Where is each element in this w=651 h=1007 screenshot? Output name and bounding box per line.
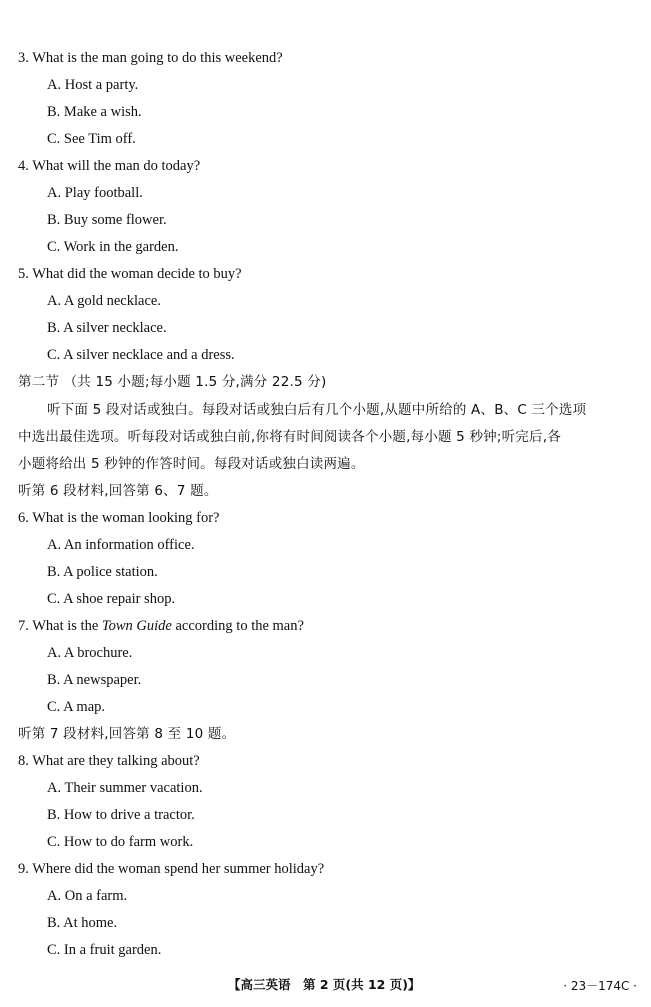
q5-option-c: C. A silver necklace and a dress. xyxy=(47,347,235,363)
q6-option-b: B. A police station. xyxy=(47,564,158,580)
q7-town-guide: Town Guide xyxy=(101,618,172,634)
question-8: 8. What are they talking about? xyxy=(18,753,200,769)
question-6: 6. What is the woman looking for? xyxy=(18,510,220,526)
q8-option-a: A. Their summer vacation. xyxy=(47,780,203,796)
q7-option-c: C. A map. xyxy=(47,699,106,715)
question-5: 5. What did the woman decide to buy? xyxy=(18,266,242,282)
instructions-line-2: 中选出最佳选项。听每段对话或独白前,你将有时间阅读各个小题,每小题 5 秒钟;听完后,各 xyxy=(18,429,561,445)
q4-option-a: A. Play football. xyxy=(47,185,143,201)
q3-option-b: B. Make a wish. xyxy=(47,104,142,120)
q3-option-a: A. Host a party. xyxy=(47,77,139,93)
material-7-instruction: 听第 7 段材料,回答第 8 至 10 题。 xyxy=(18,726,236,742)
q9-option-c: C. In a fruit garden. xyxy=(47,942,162,958)
question-3: 3. What is the man going to do this weekend? xyxy=(18,50,283,66)
q7-option-a: A. A brochure. xyxy=(47,645,133,661)
q9-option-a: A. On a farm. xyxy=(47,888,128,904)
q6-option-c: C. A shoe repair shop. xyxy=(47,591,176,607)
q5-option-a: A. A gold necklace. xyxy=(47,293,161,309)
q5-option-b: B. A silver necklace. xyxy=(47,320,167,336)
page-footer: 【高三英语 第 2 页(共 12 页)】 xyxy=(228,977,421,992)
paper-code: · 23－174C · xyxy=(563,979,637,993)
instructions-line-3: 小题将给出 5 秒钟的作答时间。每段对话或独白读两遍。 xyxy=(18,456,365,472)
instructions-line-1: 听下面 5 段对话或独白。每段对话或独白后有几个小题,从题中所给的 A、B、C 三个选项 xyxy=(47,402,587,418)
q7-text-prefix: 7. What is the xyxy=(18,618,102,634)
material-6-instruction: 听第 6 段材料,回答第 6、7 题。 xyxy=(18,483,218,499)
q4-option-c: C. Work in the garden. xyxy=(47,239,179,255)
q7-option-b: B. A newspaper. xyxy=(47,672,142,688)
section-heading: 第二节 （共 15 小题;每小题 1.5 分,满分 22.5 分) xyxy=(18,374,327,390)
question-9: 9. Where did the woman spend her summer holiday? xyxy=(18,861,325,877)
q7-text-suffix: according to the man? xyxy=(171,618,304,634)
q9-option-b: B. At home. xyxy=(47,915,118,931)
question-4: 4. What will the man do today? xyxy=(18,158,201,174)
q4-option-b: B. Buy some flower. xyxy=(47,212,167,228)
q6-option-a: A. An information office. xyxy=(47,537,195,553)
question-7 xyxy=(18,617,304,635)
q8-option-c: C. How to do farm work. xyxy=(47,834,194,850)
q8-option-b: B. How to drive a tractor. xyxy=(47,807,195,823)
q3-option-c: C. See Tim off. xyxy=(47,131,136,147)
